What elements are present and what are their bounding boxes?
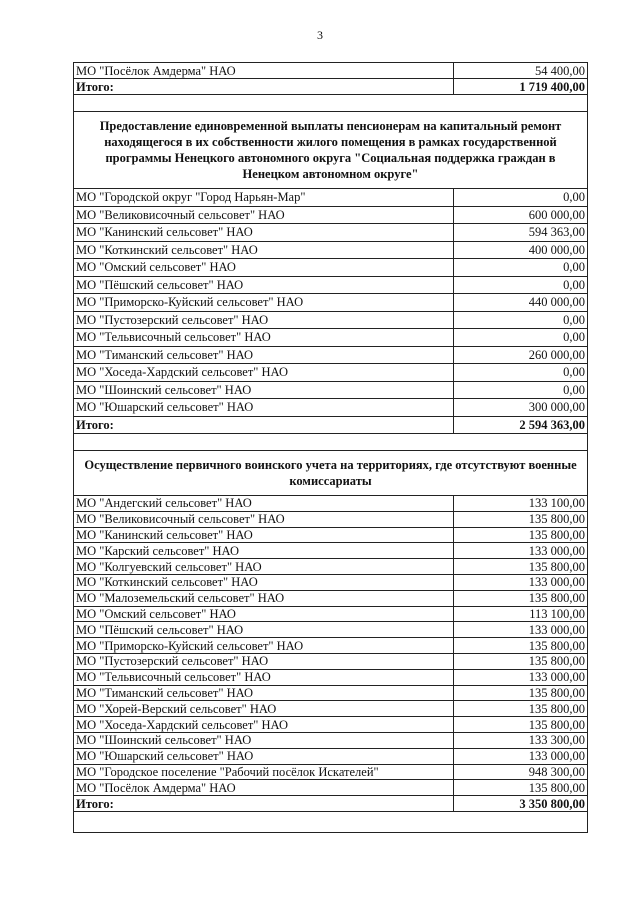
amount: 0,00 xyxy=(454,381,588,399)
municipality-name: МО "Канинский сельсовет" НАО xyxy=(74,224,454,242)
municipality-name: МО "Городской округ "Город Нарьян-Мар" xyxy=(74,189,454,207)
amount: 135 800,00 xyxy=(454,590,588,606)
amount: 0,00 xyxy=(454,189,588,207)
section-heading-row xyxy=(74,451,588,496)
municipality-name: МО "Канинский сельсовет" НАО xyxy=(74,527,454,543)
amount: 260 000,00 xyxy=(454,346,588,364)
total-value: 1 719 400,00 xyxy=(454,79,588,95)
amount: 135 800,00 xyxy=(454,653,588,669)
table-row xyxy=(74,717,588,733)
amount: 133 000,00 xyxy=(454,543,588,559)
amount: 440 000,00 xyxy=(454,294,588,312)
municipality-name: МО "Хоседа-Хардский сельсовет" НАО xyxy=(74,717,454,733)
total-row xyxy=(74,79,588,95)
table-row xyxy=(74,780,588,796)
table-row xyxy=(74,189,588,207)
spacer-row xyxy=(74,95,588,112)
table-row xyxy=(74,346,588,364)
municipality-name: МО "Посёлок Амдерма" НАО xyxy=(74,780,454,796)
total-value: 3 350 800,00 xyxy=(454,796,588,812)
amount: 135 800,00 xyxy=(454,701,588,717)
amount: 135 800,00 xyxy=(454,559,588,575)
spacer-cell xyxy=(74,434,588,451)
table-row xyxy=(74,329,588,347)
municipality-name: МО "Омский сельсовет" НАО xyxy=(74,259,454,277)
spacer-row xyxy=(74,434,588,451)
amount: 135 800,00 xyxy=(454,780,588,796)
table-row xyxy=(74,399,588,417)
municipality-name: МО "Хорей-Верский сельсовет" НАО xyxy=(74,701,454,717)
total-label: Итого: xyxy=(74,79,454,95)
total-row xyxy=(74,416,588,434)
table-row xyxy=(74,653,588,669)
amount: 133 000,00 xyxy=(454,622,588,638)
table-row xyxy=(74,364,588,382)
table-row xyxy=(74,669,588,685)
amount: 594 363,00 xyxy=(454,224,588,242)
amount: 54 400,00 xyxy=(454,63,588,79)
total-label: Итого: xyxy=(74,796,454,812)
municipality-name: МО "Городское поселение "Рабочий посёлок Искателей" xyxy=(74,764,454,780)
table-row xyxy=(74,685,588,701)
amount: 135 800,00 xyxy=(454,685,588,701)
amount: 133 300,00 xyxy=(454,732,588,748)
municipality-name: МО "Коткинский сельсовет" НАО xyxy=(74,241,454,259)
municipality-name: МО "Пустозерский сельсовет" НАО xyxy=(74,311,454,329)
table-row xyxy=(74,622,588,638)
amount: 135 800,00 xyxy=(454,717,588,733)
table-row xyxy=(74,764,588,780)
municipality-name: МО "Колгуевский сельсовет" НАО xyxy=(74,559,454,575)
municipality-name: МО "Пёшский сельсовет" НАО xyxy=(74,622,454,638)
allocation-table xyxy=(73,62,588,833)
municipality-name: МО "Карский сельсовет" НАО xyxy=(74,543,454,559)
municipality-name: МО "Андегский сельсовет" НАО xyxy=(74,496,454,512)
table-row xyxy=(74,496,588,512)
amount: 133 000,00 xyxy=(454,669,588,685)
amount: 0,00 xyxy=(454,364,588,382)
amount: 600 000,00 xyxy=(454,206,588,224)
amount: 300 000,00 xyxy=(454,399,588,417)
municipality-name: МО "Тельвисочный сельсовет" НАО xyxy=(74,669,454,685)
table-row xyxy=(74,701,588,717)
table-row xyxy=(74,511,588,527)
municipality-name: МО "Великовисочный сельсовет" НАО xyxy=(74,511,454,527)
table-row xyxy=(74,311,588,329)
municipality-name: МО "Приморско-Куйский сельсовет" НАО xyxy=(74,294,454,312)
municipality-name: МО "Коткинский сельсовет" НАО xyxy=(74,574,454,590)
municipality-name: МО "Великовисочный сельсовет" НАО xyxy=(74,206,454,224)
total-label: Итого: xyxy=(74,416,454,434)
amount: 0,00 xyxy=(454,259,588,277)
municipality-name: МО "Малоземельский сельсовет" НАО xyxy=(74,590,454,606)
table-row xyxy=(74,294,588,312)
spacer-cell xyxy=(74,811,588,832)
municipality-name: МО "Тельвисочный сельсовет" НАО xyxy=(74,329,454,347)
municipality-name: МО "Шоинский сельсовет" НАО xyxy=(74,381,454,399)
amount: 0,00 xyxy=(454,311,588,329)
municipality-name: МО "Пустозерский сельсовет" НАО xyxy=(74,653,454,669)
municipality-name: МО "Тиманский сельсовет" НАО xyxy=(74,685,454,701)
table-row xyxy=(74,241,588,259)
amount: 400 000,00 xyxy=(454,241,588,259)
spacer-row xyxy=(74,811,588,832)
municipality-name: МО "Хоседа-Хардский сельсовет" НАО xyxy=(74,364,454,382)
amount: 135 800,00 xyxy=(454,527,588,543)
municipality-name: МО "Омский сельсовет" НАО xyxy=(74,606,454,622)
table-row xyxy=(74,63,588,79)
section-heading-row xyxy=(74,112,588,189)
amount: 133 000,00 xyxy=(454,574,588,590)
amount: 135 800,00 xyxy=(454,638,588,654)
table-row xyxy=(74,381,588,399)
total-value: 2 594 363,00 xyxy=(454,416,588,434)
table-row xyxy=(74,206,588,224)
municipality-name: МО "Приморско-Куйский сельсовет" НАО xyxy=(74,638,454,654)
table-row xyxy=(74,559,588,575)
table-row xyxy=(74,748,588,764)
table-row xyxy=(74,638,588,654)
municipality-name: МО "Пёшский сельсовет" НАО xyxy=(74,276,454,294)
table-row xyxy=(74,259,588,277)
page-number: 3 xyxy=(317,28,323,42)
table-row xyxy=(74,527,588,543)
amount: 0,00 xyxy=(454,276,588,294)
table-row xyxy=(74,590,588,606)
table-row xyxy=(74,732,588,748)
municipality-name: МО "Тиманский сельсовет" НАО xyxy=(74,346,454,364)
municipality-name: МО "Посёлок Амдерма" НАО xyxy=(74,63,454,79)
municipality-name: МО "Юшарский сельсовет" НАО xyxy=(74,748,454,764)
municipality-name: МО "Юшарский сельсовет" НАО xyxy=(74,399,454,417)
amount: 0,00 xyxy=(454,329,588,347)
spacer-cell xyxy=(74,95,588,112)
table-row xyxy=(74,543,588,559)
amount: 948 300,00 xyxy=(454,764,588,780)
municipality-name: МО "Шоинский сельсовет" НАО xyxy=(74,732,454,748)
table-row xyxy=(74,574,588,590)
amount: 113 100,00 xyxy=(454,606,588,622)
amount: 133 100,00 xyxy=(454,496,588,512)
amount: 135 800,00 xyxy=(454,511,588,527)
table-row xyxy=(74,276,588,294)
total-row xyxy=(74,796,588,812)
section-heading: Предоставление единовременной выплаты пенсионерам на капитальный ремонт находящегося в их собственности жилого помещения в рамках государственной программы Ненецкого автономного округа "Социальная поддержка граждан в Ненецком автономном округе" xyxy=(74,112,588,189)
table-row xyxy=(74,606,588,622)
table-row xyxy=(74,224,588,242)
section-heading: Осуществление первичного воинского учета на территориях, где отсутствуют военные комиссариаты xyxy=(74,451,588,496)
amount: 133 000,00 xyxy=(454,748,588,764)
